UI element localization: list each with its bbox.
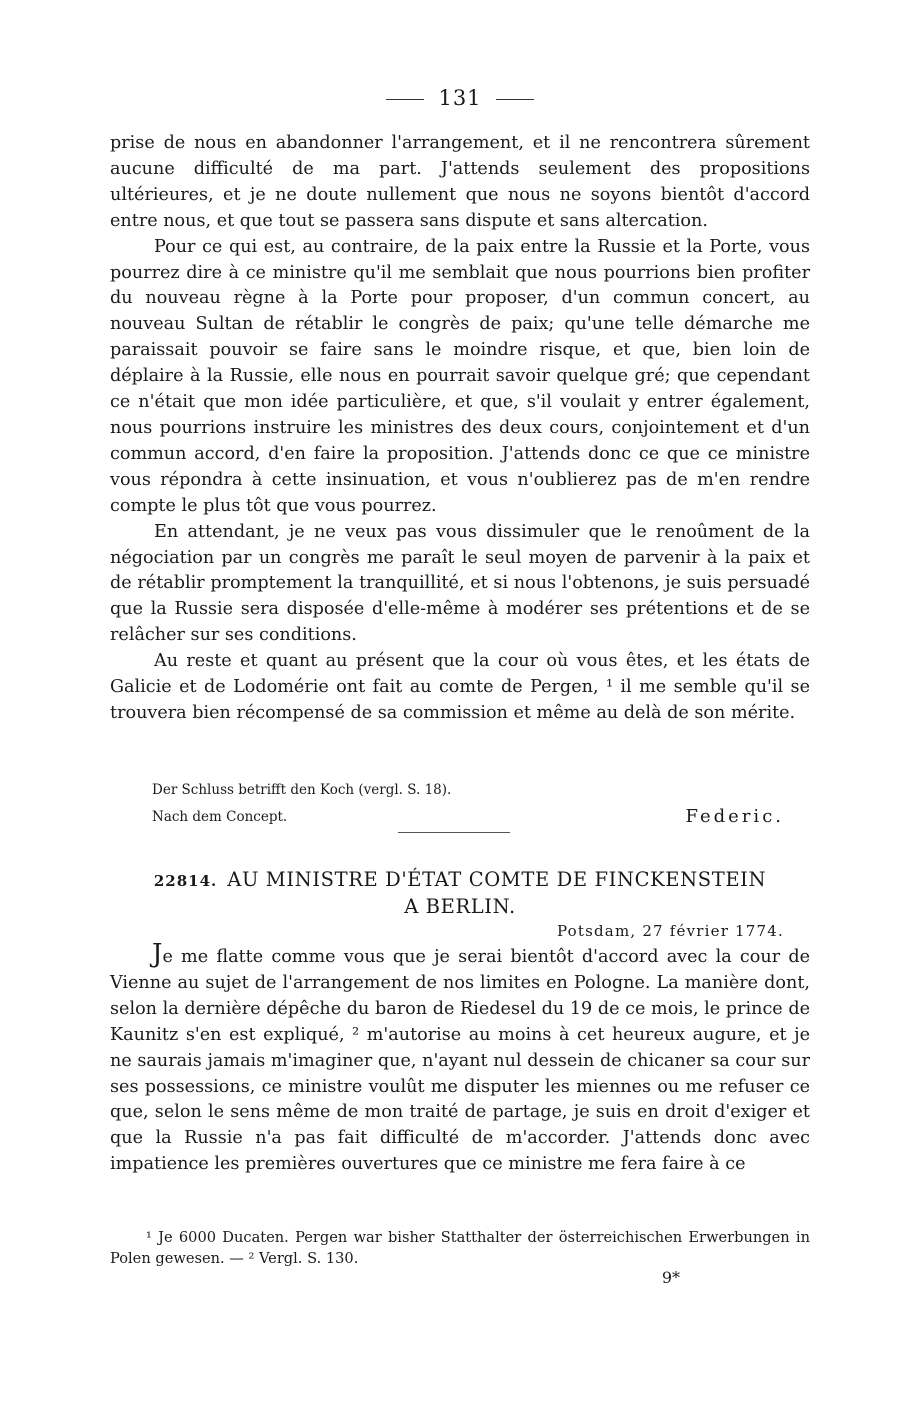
heading-line-1 [110,867,810,894]
drop-cap: J [152,939,163,969]
header-dash-left [386,99,424,100]
paragraph-3: En attendant, je ne veux pas vous dissimuler que le renoûment de la négociation par un congrès me paraît le seul moyen de parvenir à la paix et de rétablir promptement la tranquillité, et si nous l'obtenons, je suis persuadé que la Russie sera disposée d'elle-même à modérer ses prétentions et de se relâcher sur ses conditions. [110,521,810,646]
heading-line-2: A BERLIN. [404,895,516,918]
header-dash-right [496,99,534,100]
signature: Federic. [685,806,784,827]
page-number: 131 [438,86,482,110]
dateline: Potsdam, 27 février 1774. [556,922,784,940]
letter-body [110,939,810,1178]
heading-addressee: AU MINISTRE D'ÉTAT COMTE DE FINCKENSTEIN [227,868,767,891]
letter-heading [110,867,810,919]
paragraph-4: Au reste et quant au présent que la cour où vous êtes, et les états de Galicie et de Lodomérie ont fait au comte de Pergen, ¹ il me semble qu'il se trouvera bien récompensé de sa commission et même au delà de son mérite. [110,651,810,723]
editor-note-schluss: Der Schluss betrifft den Koch (vergl. S. 18). [152,782,452,798]
letter-paragraph [110,939,810,1178]
footnotes [110,1228,810,1269]
page-header [110,86,810,110]
letter-number: 22814. [153,872,218,890]
letter-text: e me flatte comme vous que je serai bientôt d'accord avec la cour de Vienne au sujet de l'arrangement de nos limites en Pologne. La manière dont, selon la dernière dépêche du baron de Riedesel du 19 de ce mois, le prince de Kaunitz s'en est expliqué, ² m'autorise au moins à cet heureux augure, et je ne saurais jamais m'imaginer que, n'ayant nul dessein de chicaner sa cour sur ses possessions, ce ministre voulût me disputer les miennes ou me refuser ce que, selon le sens même de mon traité de partage, je suis en droit d'exiger et que la Russie n'a pas fait difficulté de m'accorder. J'attends donc avec impatience les premières ouvertures que ce ministre me fera faire à ce [110,947,810,1175]
paragraph-1: prise de nous en abandonner l'arrangement, et il ne rencontrera sûrement aucune difficulté de ma part. J'attends seulement des propositions ultérieures, et je ne doute nullement que nous ne soyons bientôt d'accord entre nous, et que tout se passera sans dispute et sans altercation. [110,133,810,231]
paragraph-2: Pour ce qui est, au contraire, de la paix entre la Russie et la Porte, vous pourrez dire à ce ministre qu'il me semblait que nous pourrions bien profiter du nouveau règne à la Porte pour proposer, d'un commun concert, au nouveau Sultan de rétablir le congrès de paix; qu'une telle démarche me paraissait pouvoir se faire sans le moindre risque, et que, bien loin de déplaire à la Russie, elle nous en pourrait savoir quelque gré; que cependant ce n'était que mon idée particulière, et que, s'il voulait y entrer également, nous pourrions instruire les ministres des deux cours, conjointement et d'un commun accord, d'en faire la proposition. J'attends donc ce que ce ministre vous répondra à cette insinuation, et vous n'oublierez pas de m'en rendre compte le plus tôt que vous pourrez. [110,236,810,516]
signature-mark: 9* [661,1268,680,1287]
footnote-text: ¹ Je 6000 Ducaten. Pergen war bisher Statthalter der österreichischen Erwerbungen in Polen gewesen. — ² Vergl. S. 130. [110,1229,810,1267]
editor-note-concept: Nach dem Concept. [152,809,288,825]
section-divider [398,832,510,833]
letter-body-continued [110,131,810,727]
